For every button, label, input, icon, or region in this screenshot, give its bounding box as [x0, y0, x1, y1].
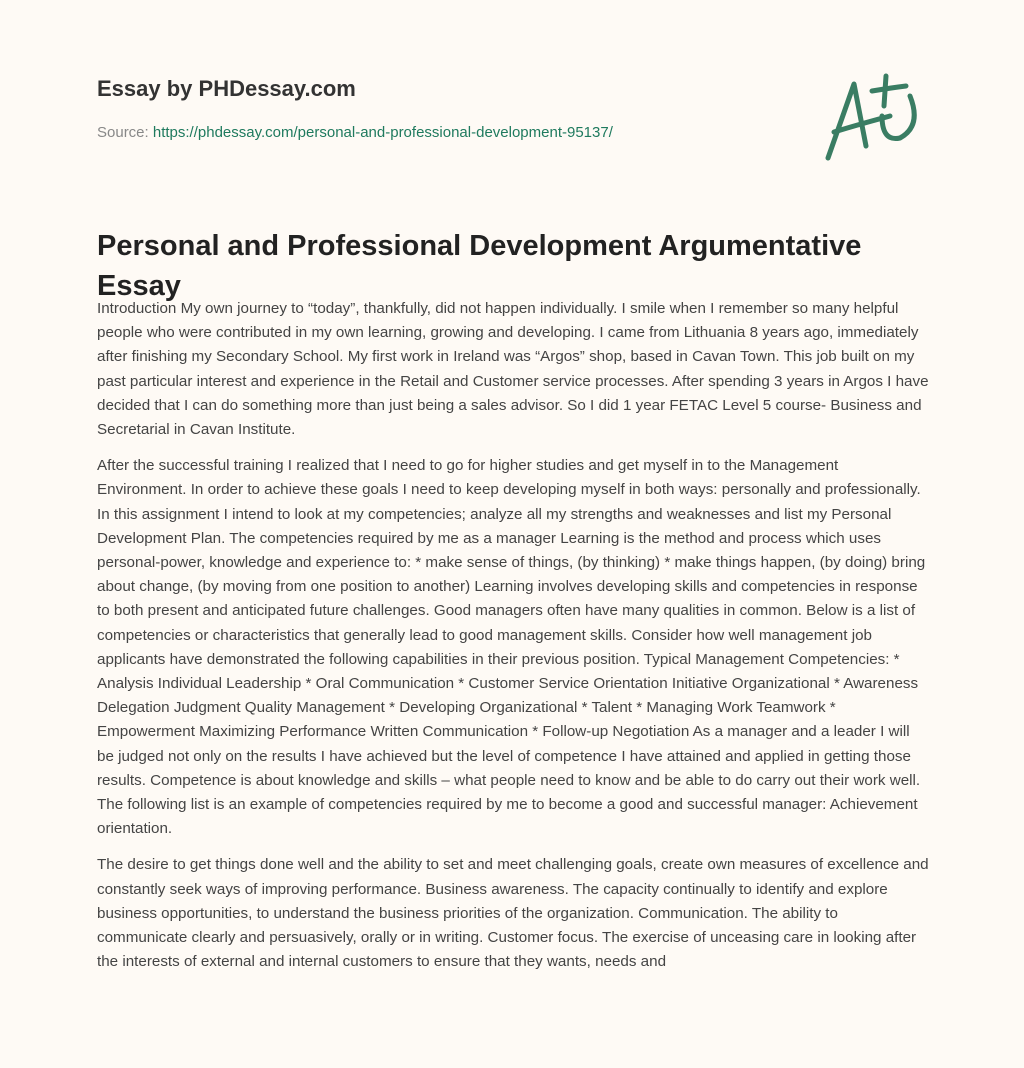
paragraph: Introduction My own journey to “today”, thankfully, did not happen individually. I smile when I remember so many helpful people who were contributed in my own learning, growing and developing. I came from Lithuania 8 years ago, immediately after finishing my Secondary School. My first work in Ireland was “Argos” shop, based in Cavan Town. This job built on my past particular interest and experience in the Retail and Customer service processes. After spending 3 years in Argos I have decided that I can do something more than just being a sales advisor. So I did 1 year FETAC Level 5 course- Business and Secretarial in Cavan Institute. [97, 300, 929, 439]
paragraph: After the successful training I realized that I need to go for higher studies and get myself in to the Management Environment. In order to achieve these goals I need to keep developing myself in both ways: personally and professionally. In this assignment I intend to look at my competencies; analyze all my strengths and weaknesses and list my Personal Development Plan. The competencies required by me as a manager Learning is the method and process which uses personal-power, knowledge and experience to: * make sense of things, (by thinking) * make things happen, (by doing) bring about change, (by moving from one position to another) Learning involves developing skills and competencies in response to both present and anticipated future challenges. Good managers often have many qualities in common. Below is a list of competencies or characteristics that generally lead to good management skills. Consider how well management job applicants have demonstrated the following capabilities in their previous position. Typical Management Competencies: * Analysis Individual Leadership * Oral Communication * Customer Service Orientation Initiative Organizational * Awareness Delegation Judgment Quality Management * Developing Organizational * Talent * Managing Work Teamwork * Empowerment Maximizing Performance Written Communication * Follow-up Negotiation As a manager and a leader I will be judged not only on the results I have achieved but the level of competence I have attained and applied in getting those results. Competence is about knowledge and skills – what people need to know and be able to do carry out their work well. The following list is an example of competencies required by me to become a good and successful manager: Achievement orientation. [97, 457, 926, 838]
paragraph: The desire to get things done well and the ability to set and meet challenging goals, create own measures of excellence and constantly seek ways of improving performance. Business awareness. The capacity continually to identify and explore business opportunities, to understand the business priorities of the organization. Communication. The ability to communicate clearly and persuasively, orally or in writing. Customer focus. The exercise of unceasing care in looking after the interests of external and internal customers to ensure that they wants, needs and [97, 856, 929, 971]
site-brand: Essay by PHDessay.com [97, 76, 356, 101]
essay-title: Personal and Professional Development Argumentative Essay [97, 230, 862, 302]
essay-body [97, 297, 929, 986]
source-line [97, 124, 613, 141]
source-label: Source: [97, 124, 149, 141]
source-link[interactable]: https://phdessay.com/personal-and-professional-development-95137/ [152, 124, 613, 141]
a-plus-logo [820, 66, 930, 166]
